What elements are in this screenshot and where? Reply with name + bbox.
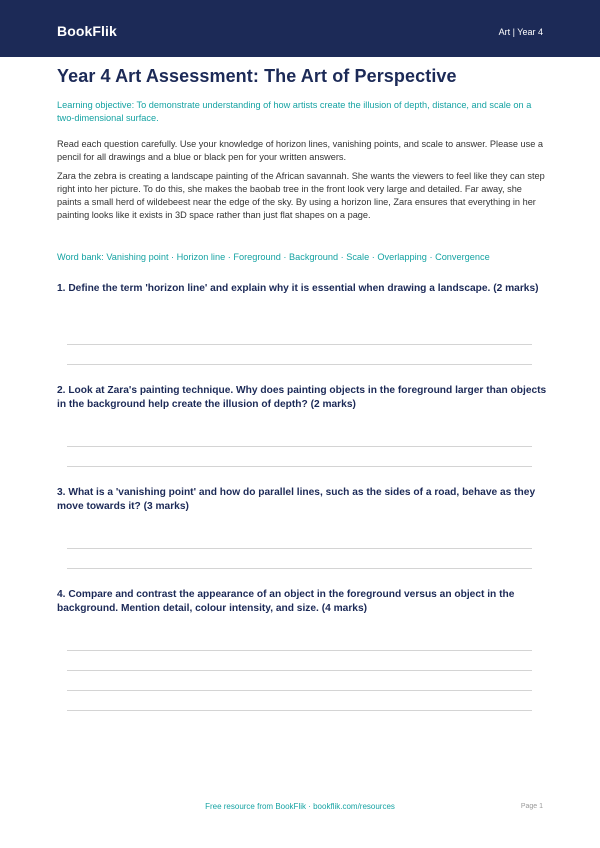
word-bank: Word bank: Vanishing point · Horizon line · Foreground · Background · Scale · Overlapping · Convergence [57,252,490,262]
answer-line[interactable] [67,568,532,569]
question-1: 1. Define the term 'horizon line' and explain why it is essential when drawing a landscape. (2 marks) [57,283,539,294]
answer-line[interactable] [67,690,532,691]
answer-line[interactable] [67,650,532,651]
footer-credit[interactable]: Free resource from BookFlik · bookflik.com/resources [205,802,395,811]
answer-line[interactable] [67,670,532,671]
answer-line[interactable] [67,344,532,345]
brand-logo[interactable]: BookFlik [57,23,117,39]
instructions-paragraph: Read each question carefully. Use your knowledge of horizon lines, vanishing points, and scale to answer. Please use a pencil for all drawings and a blue or black pen for your written answers. [57,139,544,162]
answer-line[interactable] [67,466,532,467]
answer-line[interactable] [67,548,532,549]
story-paragraph: Zara the zebra is creating a landscape painting of the African savannah. She wants the viewers to feel like they can step right into her picture. To do this, she makes the baobab tree in the front look very large and detailed. Far away, she paints a small herd of wildebeest near the edge of the sky. By using a horizon line, Zara ensures that everything in her painting looks like it exists in 3D space rather than just flat shapes on a page. [57,171,545,220]
page-title: Year 4 Art Assessment: The Art of Perspective [57,66,457,86]
page-number: Page 1 [520,803,543,810]
breadcrumb: Art | Year 4 [498,27,543,37]
answer-line[interactable] [67,364,532,365]
answer-line[interactable] [67,710,532,711]
learning-objective: Learning objective: To demonstrate understanding of how artists create the illusion of depth, distance, and scale on a two-dimensional surface. [57,100,532,123]
question-2: 2. Look at Zara's painting technique. Why does painting objects in the foreground larger than objects in the background help create the illusion of depth? (2 marks) [57,385,547,410]
header-bar [0,0,600,57]
answer-line[interactable] [67,446,532,447]
question-4: 4. Compare and contrast the appearance of an object in the foreground versus an object in the background. Mention detail, colour intensity, and size. (4 marks) [57,589,515,614]
question-3: 3. What is a 'vanishing point' and how do parallel lines, such as the sides of a road, behave as they move towards it? (3 marks) [57,487,536,512]
